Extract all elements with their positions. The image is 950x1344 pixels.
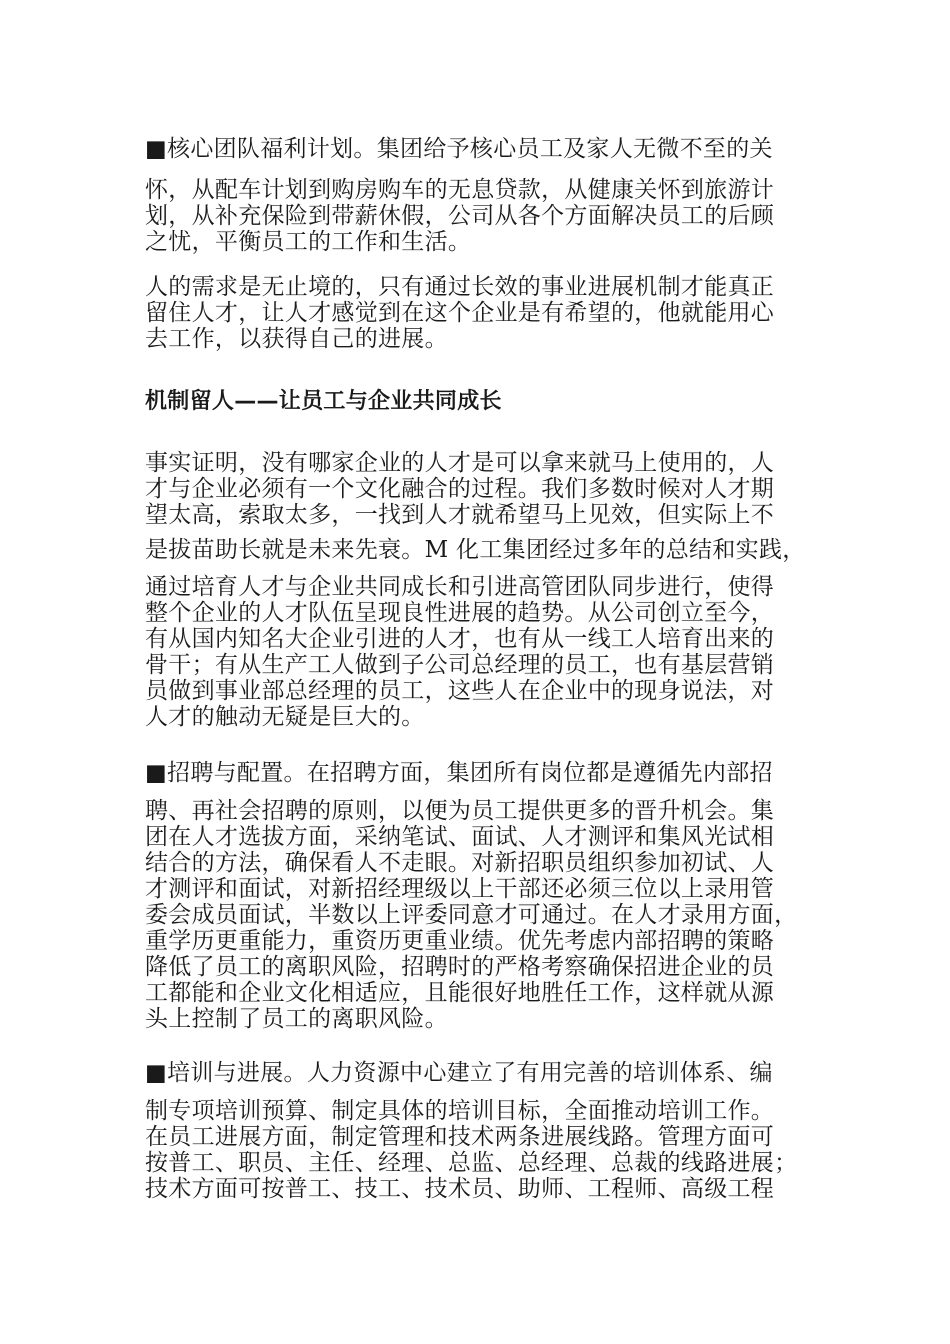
text-line: 制专项培训预算、制定具体的培训目标，全面推动培训工作。 <box>145 1098 775 1124</box>
text-line: 团在人才选拔方面，采纳笔试、面试、人才测评和集风光试相 <box>145 824 775 850</box>
text-line: 之忧，平衡员工的工作和生活。 <box>145 229 472 255</box>
text-line: 人的需求是无止境的，只有通过长效的事业进展机制才能真正 <box>145 274 775 300</box>
text-line: 降低了员工的离职风险，招聘时的严格考察确保招进企业的员 <box>145 954 775 980</box>
text-line: 才与企业必须有一个文化融合的过程。我们多数时候对人才期 <box>145 476 775 502</box>
text-line: 是拔苗助长就是未来先衰。M 化工集团经过多年的总结和实践， <box>145 537 806 563</box>
text-line: 技术方面可按普工、技工、技术员、助师、工程师、高级工程 <box>145 1176 775 1202</box>
text-line: 结合的方法，确保看人不走眼。对新招职员组织参加初试、人 <box>145 850 775 876</box>
text-line: 事实证明，没有哪家企业的人才是可以拿来就马上使用的，人 <box>145 450 775 476</box>
text-line: 在员工进展方面，制定管理和技术两条进展线路。管理方面可 <box>145 1124 775 1150</box>
text-line: ■培训与进展。人力资源中心建立了有用完善的培训体系、编 <box>145 1060 773 1086</box>
text-line: 怀，从配车计划到购房购车的无息贷款，从健康关怀到旅游计 <box>145 177 775 203</box>
text-line: 员做到事业部总经理的员工，这些人在企业中的现身说法，对 <box>145 678 775 704</box>
text-line: 头上控制了员工的离职风险。 <box>145 1006 448 1032</box>
text-line: 去工作，以获得自己的进展。 <box>145 326 448 352</box>
text-line: 委会成员面试，半数以上评委同意才可通过。在人才录用方面， <box>145 902 798 928</box>
text-line: 重学历更重能力，重资历更重业绩。优先考虑内部招聘的策略 <box>145 928 775 954</box>
text-line: 留住人才，让人才感觉到在这个企业是有希望的，他就能用心 <box>145 300 775 326</box>
text-line: 望太高，索取太多，一找到人才就希望马上见效，但实际上不 <box>145 502 775 528</box>
text-line: 按普工、职员、主任、经理、总监、总经理、总裁的线路进展； <box>145 1150 798 1176</box>
text-line: 工都能和企业文化相适应，且能很好地胜任工作，这样就从源 <box>145 980 775 1006</box>
text-line: 聘、再社会招聘的原则，以便为员工提供更多的晋升机会。集 <box>145 798 775 824</box>
text-line: ■核心团队福利计划。集团给予核心员工及家人无微不至的关 <box>145 136 773 162</box>
section-heading: 机制留人——让员工与企业共同成长 <box>145 389 502 414</box>
text-line: ■招聘与配置。在招聘方面，集团所有岗位都是遵循先内部招 <box>145 760 773 786</box>
text-line: 骨干；有从生产工人做到子公司总经理的员工，也有基层营销 <box>145 652 775 678</box>
text-line: 划，从补充保险到带薪休假，公司从各个方面解决员工的后顾 <box>145 203 775 229</box>
text-line: 人才的触动无疑是巨大的。 <box>145 704 425 730</box>
text-line: 整个企业的人才队伍呈现良性进展的趋势。从公司创立至今， <box>145 600 775 626</box>
text-line: 才测评和面试，对新招经理级以上干部还必须三位以上录用管 <box>145 876 775 902</box>
text-line: 有从国内知名大企业引进的人才，也有从一线工人培育出来的 <box>145 626 775 652</box>
text-line: 通过培育人才与企业共同成长和引进高管团队同步进行，使得 <box>145 574 775 600</box>
